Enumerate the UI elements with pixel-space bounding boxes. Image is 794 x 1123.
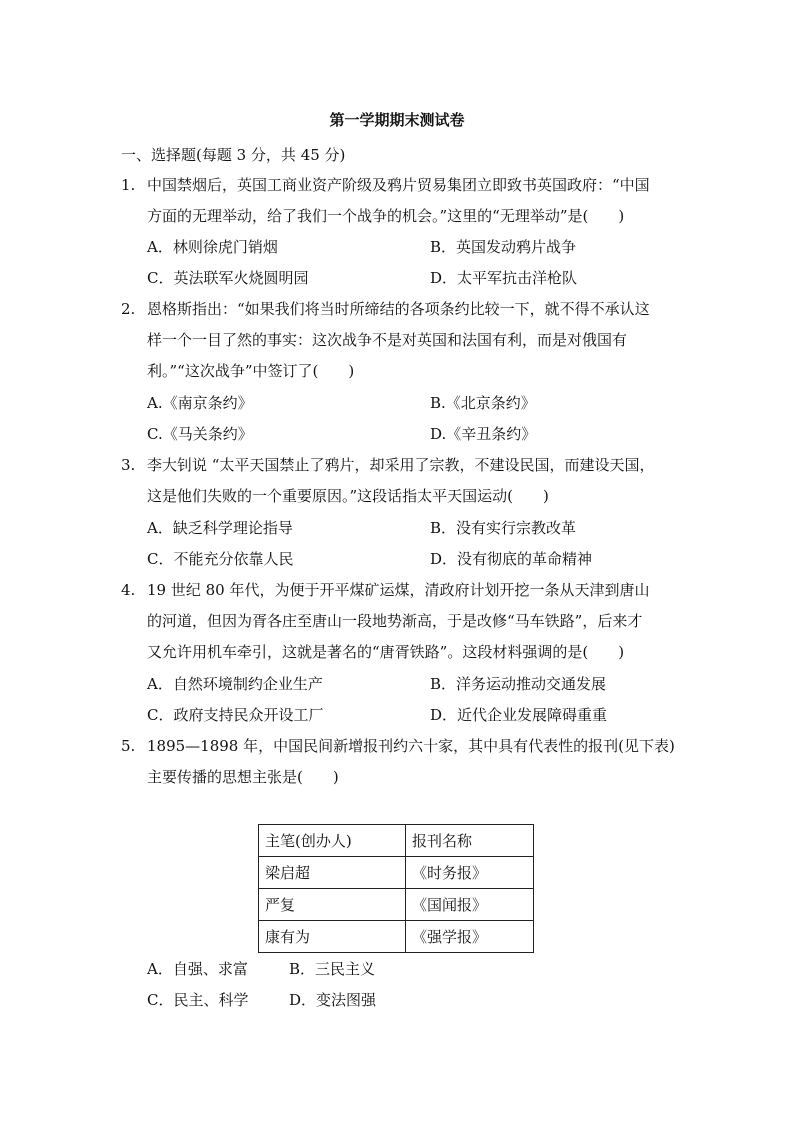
table-cell: 梁启超 (259, 857, 406, 889)
question-text-line: 利。”“这次战争”中签订了( ) (147, 362, 355, 380)
question-number: 1. (121, 176, 136, 194)
newspaper-table (258, 824, 534, 953)
question-text-line: 19 世纪 80 年代，为便于开平煤矿运煤，清政府计划开挖一条从天津到唐山 (147, 581, 650, 599)
question-number: 3. (121, 456, 136, 474)
option-a: A.《南京条约》 (147, 394, 253, 412)
option-c: C.《马关条约》 (147, 425, 253, 443)
table-header-cell: 报刊名称 (406, 825, 534, 857)
question-text-line: 中国禁烟后，英国工商业资产阶级及鸦片贸易集团立即致书英国政府：“中国 (147, 176, 650, 194)
table-cell: 严复 (259, 889, 406, 921)
page-title: 第一学期期末测试卷 (329, 111, 465, 129)
question-number: 4. (121, 581, 136, 599)
question-text-line: 1895—1898 年，中国民间新增报刊约六十家，其中具有代表性的报刊(见下表) (147, 737, 675, 755)
option-b: B．洋务运动推动交通发展 (430, 675, 607, 693)
section-heading: 一、选择题(每题 3 分，共 45 分) (121, 146, 346, 164)
option-d: D．近代企业发展障碍重重 (430, 706, 608, 724)
option-a: A．自然环境制约企业生产 (147, 675, 323, 693)
option-c: C．民主、科学 (147, 991, 249, 1009)
option-a: A．缺乏科学理论指导 (147, 519, 293, 537)
option-b: B．三民主义 (289, 960, 376, 978)
question-text-line: 样一个一目了然的事实：这次战争不是对英国和法国有利，而是对俄国有 (147, 331, 628, 349)
question-text-line: 李大钊说 “太平天国禁止了鸦片，却采用了宗教，不建设民国，而建设天国， (147, 456, 655, 474)
option-c: C．政府支持民众开设工厂 (147, 706, 324, 724)
question-text-line: 这是他们失败的一个重要原因。”这段话指太平天国运动( ) (147, 487, 549, 505)
table-header-row (259, 825, 534, 857)
table-cell: 《国闻报》 (406, 889, 534, 921)
option-b: B．没有实行宗教改革 (430, 519, 577, 537)
option-a: A．林则徐虎门销烟 (147, 238, 278, 256)
option-d: D.《辛丑条约》 (430, 425, 537, 443)
option-d: D．没有彻底的革命精神 (430, 550, 593, 568)
table-row (259, 857, 534, 889)
table-cell: 《强学报》 (406, 921, 534, 953)
option-b: B.《北京条约》 (430, 394, 536, 412)
question-number: 2. (121, 300, 136, 318)
option-b: B．英国发动鸦片战争 (430, 238, 577, 256)
option-c: C．不能充分依靠人民 (147, 550, 294, 568)
table-cell: 康有为 (259, 921, 406, 953)
question-text-line: 主要传播的思想主张是( ) (147, 768, 339, 786)
table-header-cell: 主笔(创办人) (259, 825, 406, 857)
option-c: C．英法联军火烧圆明园 (147, 269, 309, 287)
option-d: D．太平军抗击洋枪队 (430, 269, 578, 287)
table-cell: 《时务报》 (406, 857, 534, 889)
question-text-line: 的河道，但因为胥各庄至唐山一段地势渐高，于是改修“马车铁路”，后来才 (147, 612, 643, 630)
table-row (259, 889, 534, 921)
table-row (259, 921, 534, 953)
option-d: D．变法图强 (289, 991, 377, 1009)
question-text-line: 恩格斯指出：“如果我们将当时所缔结的各项条约比较一下，就不得不承认这 (147, 300, 650, 318)
option-a: A．自强、求富 (147, 960, 248, 978)
question-number: 5. (121, 737, 136, 755)
question-text-line: 方面的无理举动，给了我们一个战争的机会。”这里的“无理举动”是( ) (147, 207, 625, 225)
question-text-line: 又允许用机车牵引，这就是著名的“唐胥铁路”。这段材料强调的是( ) (147, 643, 625, 661)
